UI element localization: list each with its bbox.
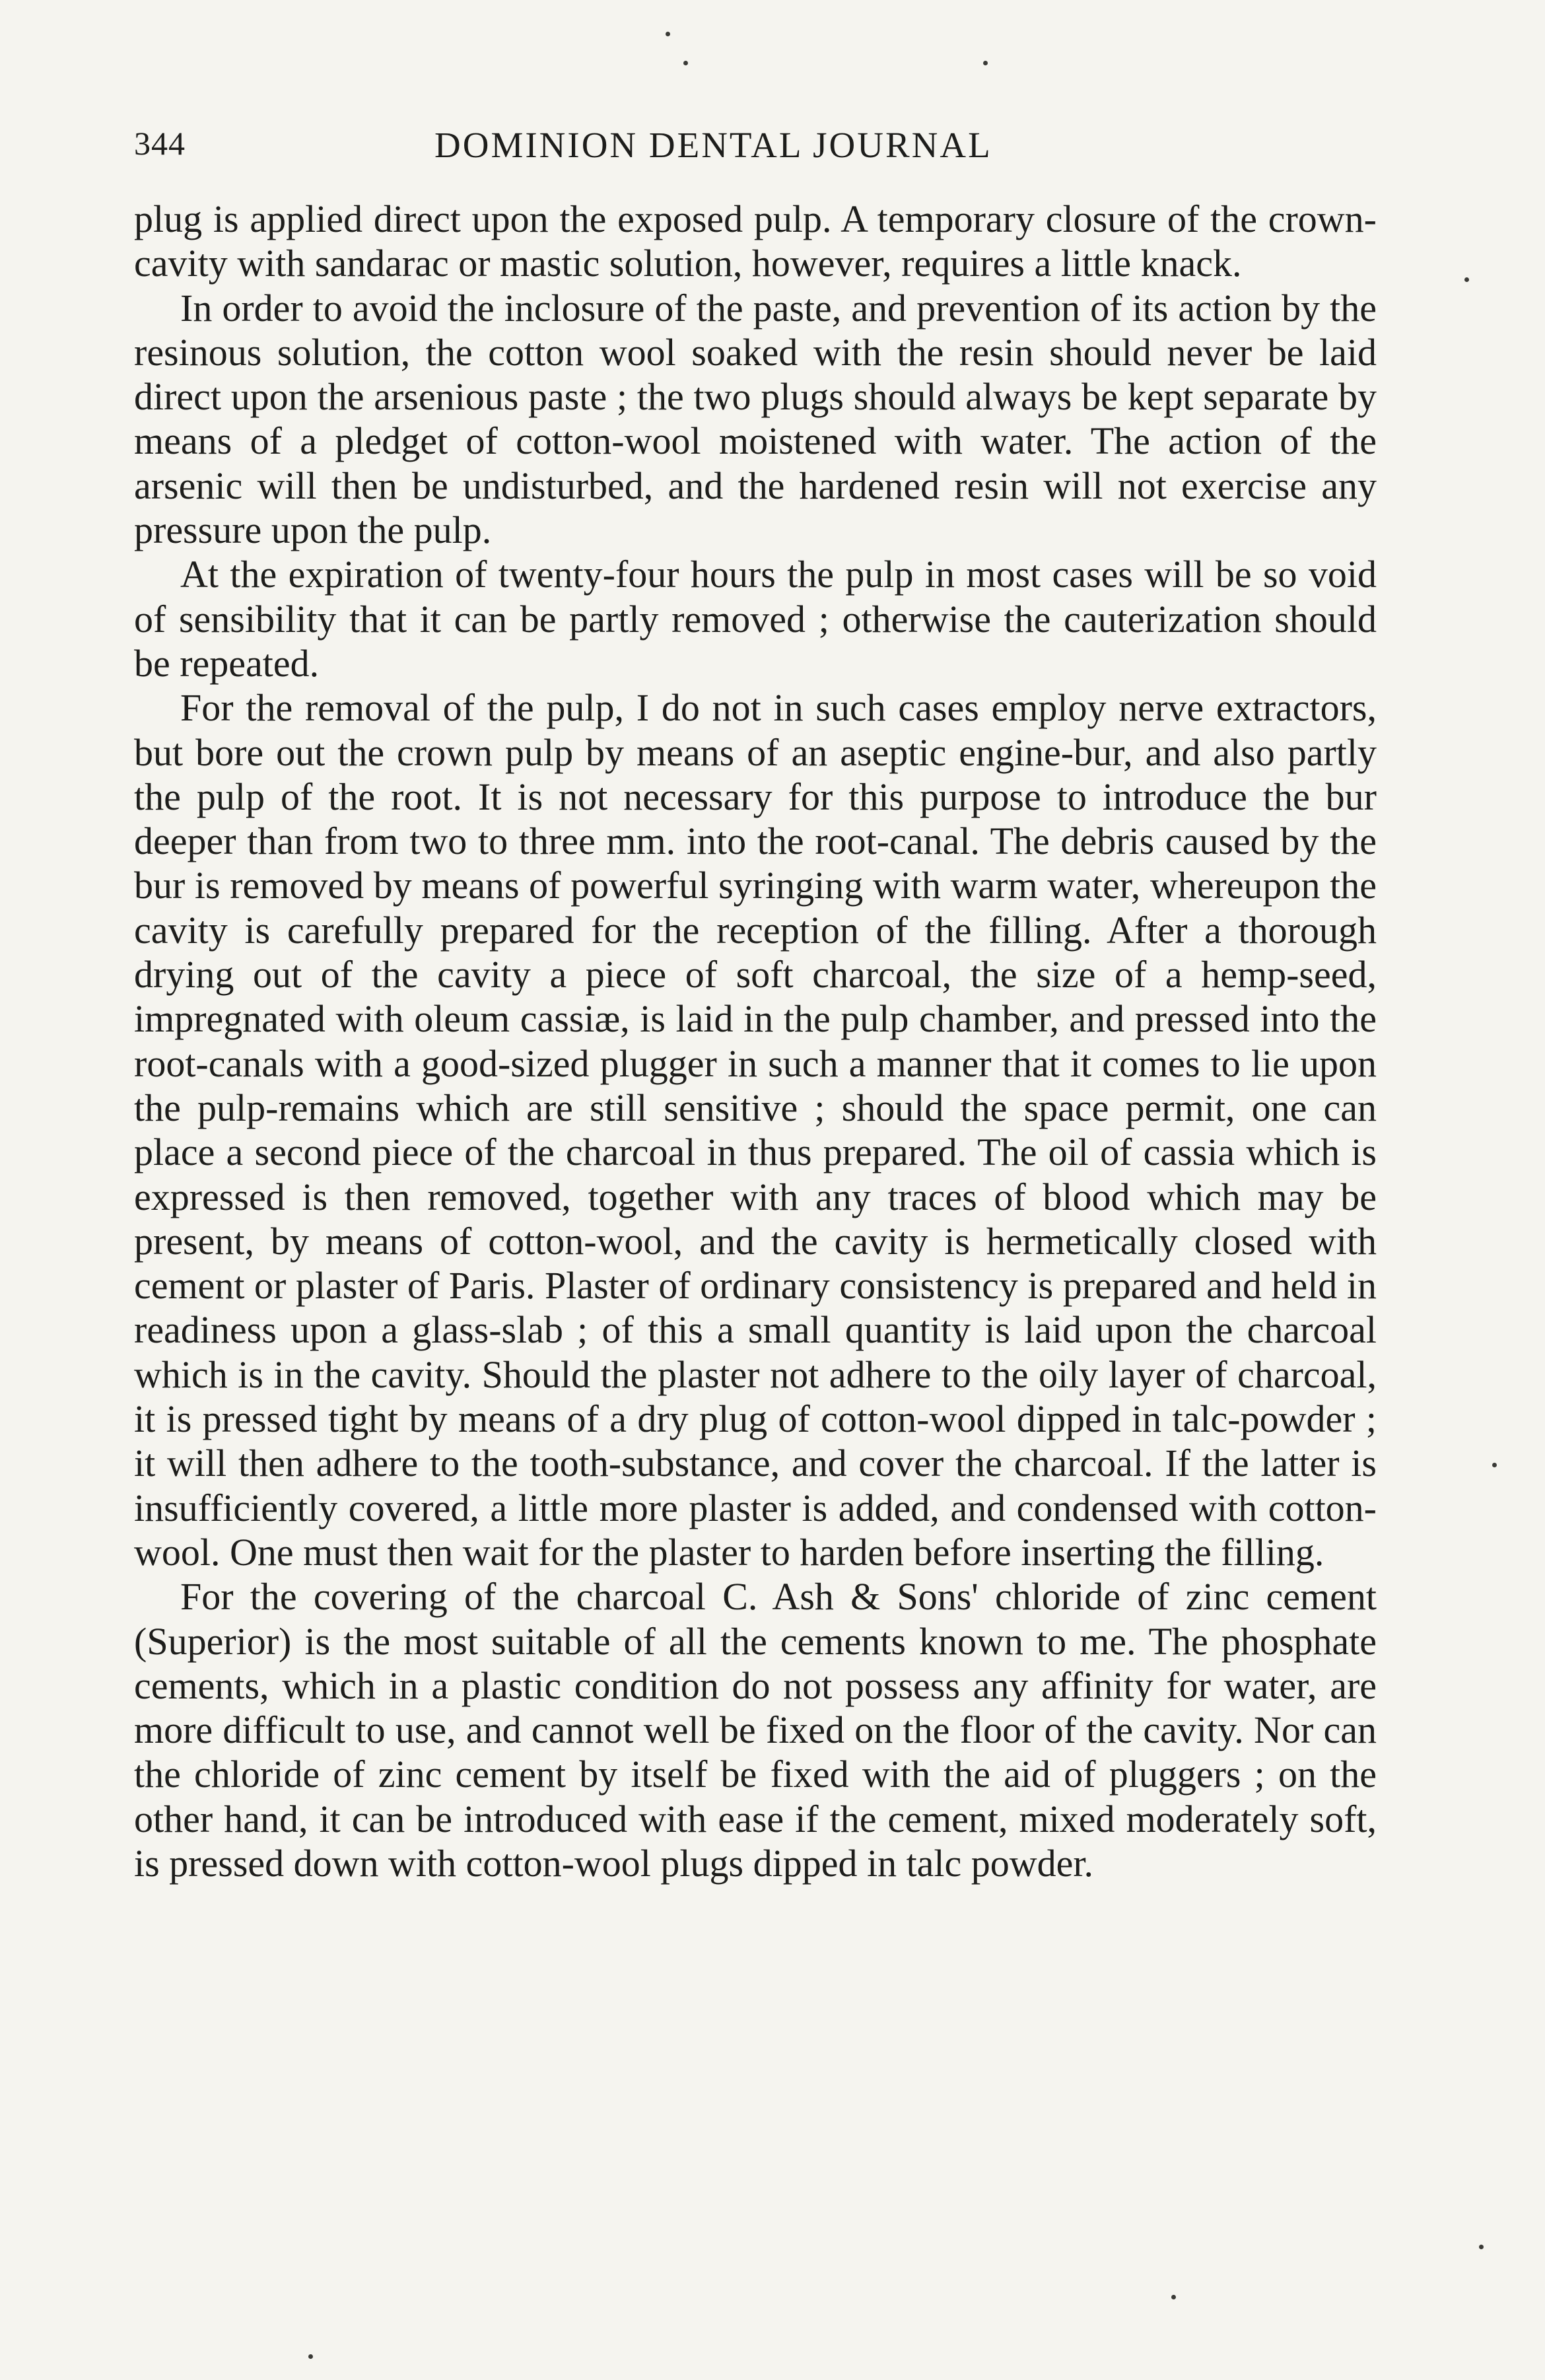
- paragraph: plug is applied direct upon the exposed pulp. A temporary closure of the crown-cavity with sandarac or mastic solution, however, requires a little knack.: [134, 197, 1377, 285]
- paragraph: For the covering of the charcoal C. Ash & Sons' chloride of zinc cement (Superior) is the most suitable of all the cements known to me. The phosphate cements, which in a plastic condition do not possess any affinity for water, are more difficult to use, and cannot well be fixed on the floor of the cavity. Nor can the chloride of zinc cement by itself be fixed with the aid of pluggers ; on the other hand, it can be introduced with ease if the cement, mixed moderately soft, is pressed down with cotton-wool plugs dipped in talc powder.: [134, 1575, 1377, 1885]
- running-head: DOMINION DENTAL JOURNAL: [434, 125, 992, 165]
- page-header: [134, 124, 1377, 177]
- ink-speck: [666, 32, 670, 36]
- page-number: 344: [134, 125, 186, 162]
- article-body: [134, 197, 1377, 1885]
- ink-speck: [1492, 1463, 1497, 1467]
- ink-speck: [1464, 277, 1469, 282]
- ink-speck: [308, 2354, 313, 2359]
- paragraph: In order to avoid the inclosure of the paste, and prevention of its action by the resinous solution, the cotton wool soaked with the resin should never be laid direct upon the arsenious paste ; the two plugs should always be kept separate by means of a pledget of cotton-wool moistened with water. The action of the arsenic will then be undisturbed, and the hardened resin will not exercise any pressure upon the pulp.: [134, 286, 1377, 552]
- ink-speck: [983, 61, 988, 65]
- ink-speck: [1171, 2295, 1176, 2299]
- ink-speck: [683, 61, 688, 65]
- paragraph: At the expiration of twenty-four hours the pulp in most cases will be so void of sensibility that it can be partly removed ; otherwise the cauterization should be repeated.: [134, 553, 1377, 685]
- paragraph: For the removal of the pulp, I do not in such cases employ nerve extractors, but bore out the crown pulp by means of an aseptic engine-bur, and also partly the pulp of the root. It is not necessary for this purpose to introduce the bur deeper than from two to three mm. into the root-canal. The debris caused by the bur is removed by means of powerful syringing with warm water, whereupon the cavity is carefully prepared for the reception of the filling. After a thorough drying out of the cavity a piece of soft charcoal, the size of a hemp-seed, impregnated with oleum cassiæ, is laid in the pulp chamber, and pressed into the root-canals with a good-sized plugger in such a manner that it comes to lie upon the pulp-remains which are still sensitive ; should the space permit, one can place a second piece of the charcoal in thus prepared. The oil of cassia which is expressed is then removed, together with any traces of blood which may be present, by means of cotton-wool, and the cavity is hermetically closed with cement or plaster of Paris. Plaster of ordinary consistency is prepared and held in readiness upon a glass-slab ; of this a small quantity is laid upon the charcoal which is in the cavity. Should the plaster not adhere to the oily layer of charcoal, it is pressed tight by means of a dry plug of cotton-wool dipped in talc-powder ; it will then adhere to the tooth-substance, and cover the charcoal. If the latter is insufficiently covered, a little more plaster is added, and condensed with cotton-wool. One must then wait for the plaster to harden before inserting the filling.: [134, 686, 1377, 1574]
- ink-speck: [1479, 2245, 1484, 2249]
